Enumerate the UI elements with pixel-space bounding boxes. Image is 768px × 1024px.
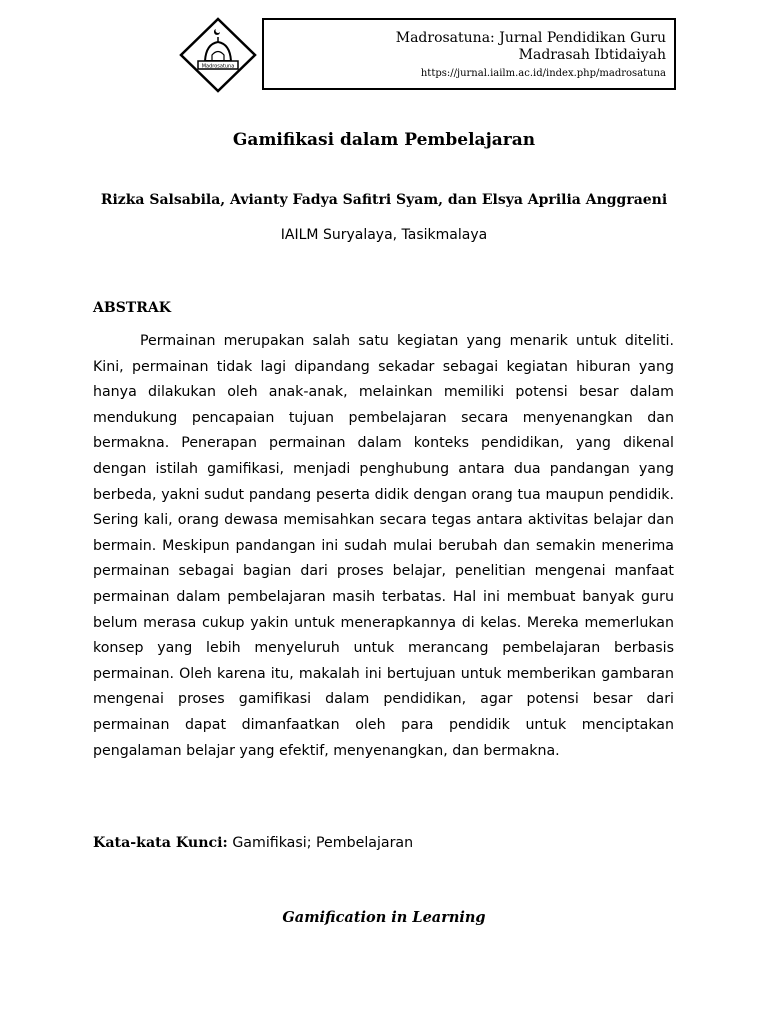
journal-logo-icon — [179, 17, 257, 93]
keywords-value: Gamifikasi; Pembelajaran — [232, 835, 414, 851]
authors: Rizka Salsabila, Avianty Fadya Safitri Syam, dan Elsya Aprilia Anggraeni — [100, 192, 668, 208]
affiliation: IAILM Suryalaya, Tasikmalaya — [280, 227, 488, 243]
abstract-body: Permainan merupakan salah satu kegiatan yang menarik untuk diteliti. Kini, permainan tidak lagi dipandang sekadar sebagai kegiatan hiburan yang hanya dilakukan oleh anak-anak, melainkan memiliki potensi besar dalam mendukung pencapaian tujuan pembelajaran secara menyenangkan dan bermakna. Penerapan permainan dalam konteks pendidikan, yang dikenal dengan istilah gamifikasi, menjadi penghubung antara dua pandangan yang berbeda, yakni sudut pandang peserta didik dengan orang tua maupun pendidik. Sering kali, orang dewasa memisahkan secara tegas antara aktivitas belajar dan bermain. Meskipun pandangan ini sudah mulai berubah dan semakin menerima permainan sebagai bagian dari proses belajar, penelitian mengenai manfaat permainan dalam pembelajaran masih terbatas. Hal ini membuat banyak guru belum merasa cukup yakin untuk menerapkannya di kelas. Mereka memerlukan konsep yang lebih menyeluruh untuk merancang pembelajaran berbasis permainan. Oleh karena itu, makalah ini bertujuan untuk memberikan gambaran mengenai proses gamifikasi dalam pendidikan, agar potensi besar dari permainan dapat dimanfaatkan oleh para pendidik untuk menciptakan pengalaman belajar yang efektif, menyenangkan, dan bermakna. — [93, 333, 674, 759]
journal-url-link[interactable]: https://jurnal.iailm.ac.id/index.php/madrosatuna — [420, 68, 666, 79]
paper-title: Gamifikasi dalam Pembelajaran — [232, 130, 536, 150]
journal-name: Madrosatuna: Jurnal Pendidikan Guru — [395, 30, 666, 46]
journal-subtitle: Madrasah Ibtidaiyah — [518, 47, 666, 63]
english-title: Gamification in Learning — [282, 909, 486, 926]
keywords-line — [93, 835, 413, 851]
keywords-colon: : — [222, 835, 228, 851]
keywords-label: Kata-kata Kunci — [93, 835, 223, 851]
logo-text: Madrosatuna — [201, 63, 235, 70]
journal-header-box — [262, 18, 676, 90]
abstract-heading: ABSTRAK — [93, 300, 171, 316]
